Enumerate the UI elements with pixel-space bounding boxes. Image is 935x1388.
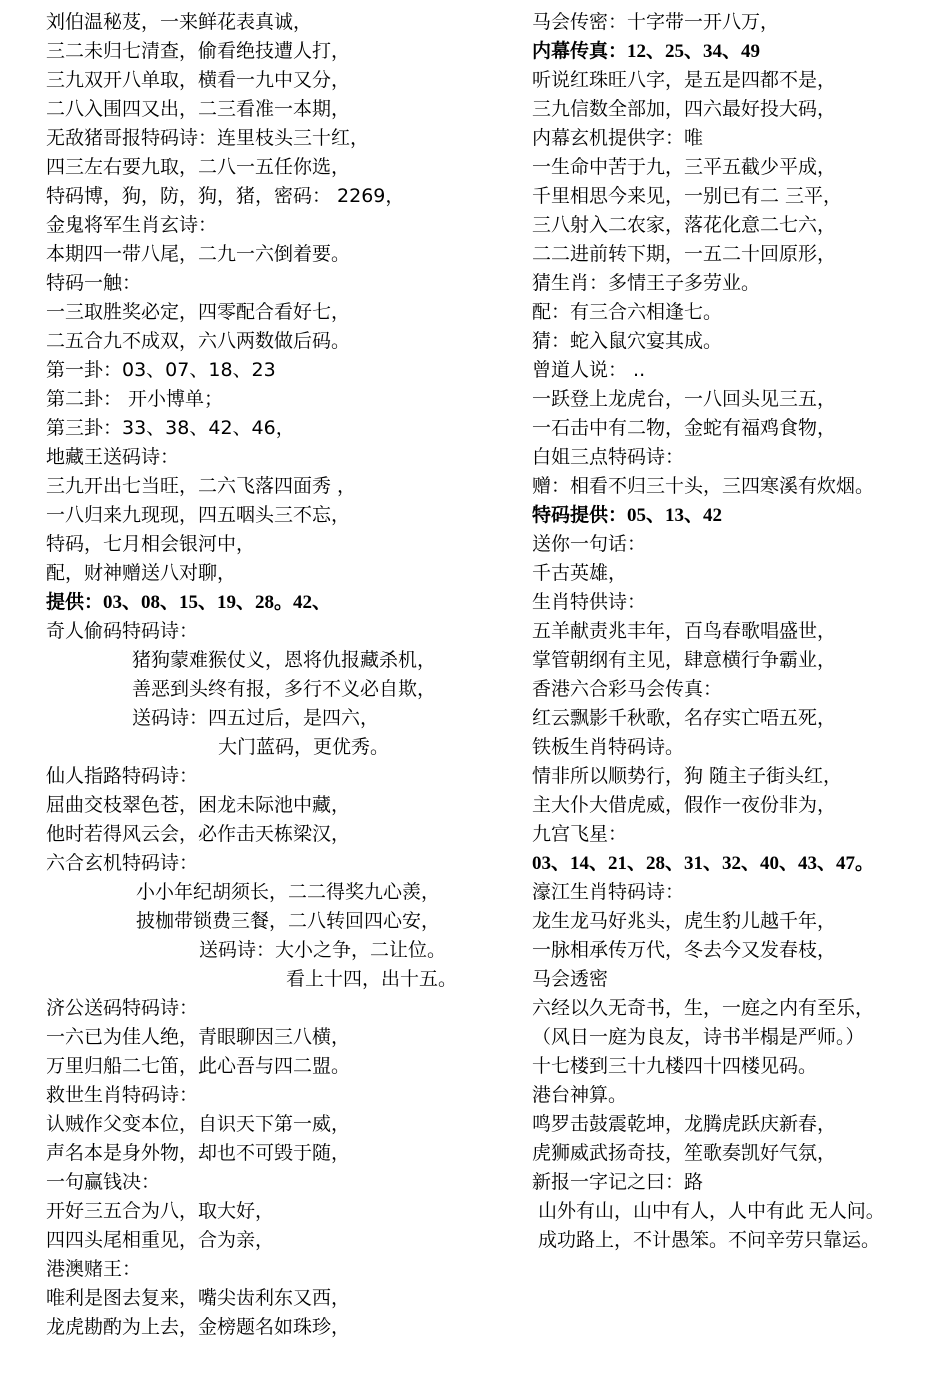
text-line: 配：有三合六相逢七。 xyxy=(532,301,723,323)
text-line: 内幕玄机提供字：唯 xyxy=(532,127,704,149)
text-line: 万里归船二七笛，此心吾与四二盟。 xyxy=(46,1055,351,1077)
text-line: 二二进前转下期，一五二十回原形， xyxy=(532,243,837,265)
section-heading: 铁板生肖特码诗。 xyxy=(532,736,685,758)
text-line: 刘伯温秘芨，一来鲜花表真诚， xyxy=(46,11,313,33)
text-line: 四四头尾相重见，合为亲， xyxy=(46,1229,275,1251)
text-line: 开好三五合为八，取大好， xyxy=(46,1200,275,1222)
text-line: 千古英雄， xyxy=(532,562,628,584)
text-line: 虎狮威武扬奇技，笙歌奏凯好气氛， xyxy=(532,1142,837,1164)
text-line: （风日一庭为良友，诗书半榻是严师。） xyxy=(532,1026,865,1048)
poem-line: 大门蓝码，更优秀。 xyxy=(218,736,390,758)
text-line: 无敌猪哥报特码诗：连里枝头三十红， xyxy=(46,127,370,149)
text-line: 唯利是图去复来，嘴尖齿利东又西， xyxy=(46,1287,351,1309)
section-heading: 特码一触： xyxy=(46,272,142,294)
text-line: 三九开出七当旺，二六飞落四面秀 ， xyxy=(46,475,357,497)
text-line: 本期四一带八尾，二九一六倒着要。 xyxy=(46,243,351,265)
text-line: 二八入围四又出，二三看准一本期， xyxy=(46,98,351,120)
section-heading: 香港六合彩马会传真： xyxy=(532,678,723,700)
text-line: 十七楼到三十九楼四十四楼见码。 xyxy=(532,1055,818,1077)
text-line: 掌管朝纲有主见，肆意横行争霸业， xyxy=(532,649,837,671)
section-heading: 港台神算。 xyxy=(532,1084,628,1106)
left-column xyxy=(46,8,491,1342)
text-line: 一脉相承传万代，冬去今又发春枝， xyxy=(532,939,837,961)
text-line: 六经以久无奇书，生，一庭之内有至乐， xyxy=(532,997,875,1019)
text-line: 三九双开八单取，横看一九中又分， xyxy=(46,69,351,91)
text-line: 二五合九不成双，六八两数做后码。 xyxy=(46,330,351,352)
poem-line: 送码诗：四五过后，是四六， xyxy=(132,707,380,729)
text-line: 主大仆大借虎威，假作一夜份非为， xyxy=(532,794,837,816)
text-line: 特码，七月相会银河中， xyxy=(46,533,256,555)
section-heading: 救世生肖特码诗： xyxy=(46,1084,199,1106)
text-line: 赠：相看不归三十头，三四寒溪有炊烟。 xyxy=(532,475,875,497)
section-heading: 新报一字记之曰：路 xyxy=(532,1172,704,1193)
text-line: 三二未归七清查，偷看绝技遭人打， xyxy=(46,40,351,62)
section-heading: 曾道人说： .. xyxy=(532,359,646,381)
text-line: 屈曲交枝翠色苍，困龙未际池中藏， xyxy=(46,794,351,816)
text-line: 一跃登上龙虎台，一八回头见三五， xyxy=(532,388,837,410)
section-heading: 六合玄机特码诗： xyxy=(46,852,199,874)
text-line: 猜：蛇入鼠穴宴其成。 xyxy=(532,330,723,352)
poem-line: 小小年纪胡须长，二二得奖九心羡， xyxy=(136,881,441,903)
numbers-line: 03、14、21、28、31、32、40、43、47。 xyxy=(532,853,875,874)
text-line: 情非所以顺势行，狗 随主子街头红， xyxy=(532,765,843,787)
text-line: 龙生龙马好兆头，虎生豹儿越千年， xyxy=(532,910,837,932)
section-heading: 生肖特供诗： xyxy=(532,591,647,613)
numbers-line: 特码提供：05、13、42 xyxy=(532,505,723,526)
text-line: 鸣罗击鼓震乾坤，龙腾虎跃庆新春， xyxy=(532,1113,837,1135)
right-column xyxy=(532,8,930,1255)
text-line: 四三左右要九取，二八一五任你选， xyxy=(46,156,351,178)
text-line: 特码博，狗，防，狗，猪，密码： 2269， xyxy=(46,185,405,207)
numbers-line: 提供：03、08、15、19、28。42、 xyxy=(46,592,332,613)
section-heading: 九宫飞星： xyxy=(532,823,628,845)
text-line: 五羊献责兆丰年，百鸟春歌唱盛世， xyxy=(532,620,837,642)
section-heading: 濠江生肖特码诗： xyxy=(532,881,685,903)
text-line: 猜生肖：多情王子多劳业。 xyxy=(532,272,761,294)
section-heading: 金鬼将军生肖玄诗： xyxy=(46,214,218,236)
text-line: 认贼作父变本位，自识天下第一威， xyxy=(46,1113,351,1135)
text-line: 他时若得风云会，必作击天栋梁汉， xyxy=(46,823,351,845)
text-line: 成功路上，不计愚笨。不问辛劳只靠运。 xyxy=(538,1230,881,1251)
section-heading: 白姐三点特码诗： xyxy=(532,446,685,468)
section-heading: 地藏王送码诗： xyxy=(46,446,180,468)
section-heading: 送你一句话： xyxy=(532,533,647,555)
section-heading: 港澳赌王： xyxy=(46,1258,142,1280)
section-heading: 济公送码特码诗： xyxy=(46,997,199,1019)
text-line: 一八归来九现现，四五咽头三不忘， xyxy=(46,504,351,526)
text-line: 千里相思今来见，一别已有二 三平， xyxy=(532,185,843,207)
text-line: 马会传密：十字带一开八万， xyxy=(532,11,780,33)
text-line: 山外有山，山中有人，人中有此 无人问。 xyxy=(538,1201,885,1222)
text-line: 三八射入二农家，落花化意二七六， xyxy=(532,214,837,236)
text-line: 一三取胜奖必定，四零配合看好七， xyxy=(46,301,351,323)
section-heading: 一句赢钱决： xyxy=(46,1171,161,1193)
section-heading: 马会透密 xyxy=(532,968,609,990)
text-line: 听说红珠旺八字，是五是四都不是， xyxy=(532,69,837,91)
text-line: 第二卦： 开小博单； xyxy=(46,388,224,410)
text-line: 龙虎勘酌为上去，金榜题名如珠珍， xyxy=(46,1316,351,1338)
text-line: 第一卦：03、07、18、23 xyxy=(46,359,276,381)
text-line: 一石击中有二物，金蛇有福鸡食物， xyxy=(532,417,837,439)
poem-line: 猪狗蒙难猴仗义，恩将仇报藏杀机， xyxy=(132,649,437,671)
poem-line: 看上十四，出十五。 xyxy=(286,968,458,990)
text-line: 声名本是身外物，却也不可毁于随， xyxy=(46,1142,351,1164)
text-line: 红云飘影千秋歌，名存实亡唔五死， xyxy=(532,707,837,729)
text-line: 一六已为佳人绝，青眼聊因三八横， xyxy=(46,1026,351,1048)
text-line: 三九信数全部加，四六最好投大码， xyxy=(532,98,837,120)
text-line: 第三卦：33、38、42、46， xyxy=(46,417,295,439)
poem-line: 善恶到头终有报，多行不义必自欺， xyxy=(132,678,437,700)
section-heading: 仙人指路特码诗： xyxy=(46,765,199,787)
poem-line: 送码诗：大小之争，二让位。 xyxy=(199,939,447,961)
poem-line: 披枷带锁费三餐，二八转回四心安， xyxy=(136,910,441,932)
text-line: 配，财神赠送八对聊， xyxy=(46,562,237,584)
numbers-line: 内幕传真：12、25、34、49 xyxy=(532,41,761,62)
text-line: 一生命中苦于九，三平五截少平成， xyxy=(532,156,837,178)
section-heading: 奇人偷码特码诗： xyxy=(46,620,199,642)
